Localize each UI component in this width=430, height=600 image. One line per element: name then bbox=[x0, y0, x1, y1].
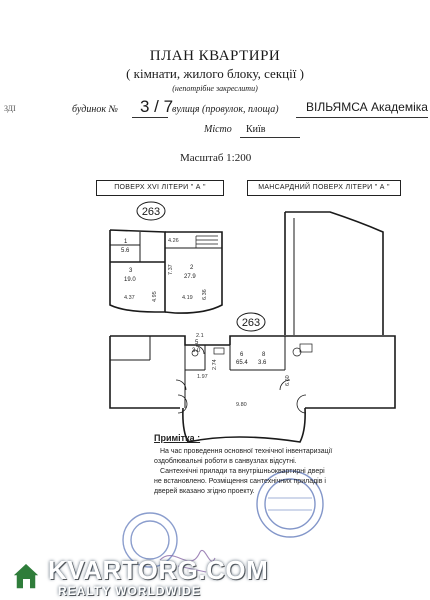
notes-line-1: На час проведення основної технічної інвентаризації bbox=[160, 448, 333, 455]
strike-hint: (непотрібне закреслити) bbox=[172, 84, 258, 93]
street-label: вулиця (провулок, площа) bbox=[172, 104, 279, 115]
building-number: 3 / 7 bbox=[140, 97, 174, 116]
dim-4-37: 4.37 bbox=[124, 295, 135, 301]
room-1-area: 5.6 bbox=[121, 248, 130, 254]
street-name: ВІЛЬЯМСА Академіка bbox=[306, 100, 428, 114]
room-2-number: 2 bbox=[190, 265, 194, 271]
dim-4-19: 4.19 bbox=[182, 295, 193, 301]
watermark-banner bbox=[0, 552, 430, 600]
watermark-brand: KVARTORG.COM bbox=[48, 555, 269, 585]
dim-1-97: 1.97 bbox=[197, 374, 208, 380]
notes-heading: Примітка : bbox=[154, 433, 201, 443]
notes-line-3: Сантехнічні прилади та внутрішньоквартирні двері bbox=[160, 468, 325, 475]
edge-fragment: ЗДІ bbox=[4, 104, 16, 113]
document-subtitle: ( кімнати, жилого блоку, секції ) bbox=[126, 66, 304, 81]
lower-plan-right bbox=[230, 336, 395, 408]
room-3-number: 3 bbox=[129, 268, 133, 274]
notes-line-4: не встановлено. Розміщення сантехнічних приладів і bbox=[154, 478, 326, 485]
room-6-area: 65.4 bbox=[236, 360, 248, 366]
room-2-area: 27.9 bbox=[184, 274, 196, 280]
apartment-number-top: 263 bbox=[141, 206, 161, 218]
notes-line-2: оздоблювальні роботи в санвузлах відсутні. bbox=[154, 458, 297, 465]
room-8-number: 8 bbox=[262, 352, 266, 358]
mansard-upper-outline bbox=[285, 212, 383, 335]
dim-4-26: 4.26 bbox=[168, 238, 179, 244]
notes-line-5: дверей вказано згідно проекту. bbox=[154, 488, 255, 495]
document-title: ПЛАН КВАРТИРИ bbox=[149, 48, 281, 64]
lower-plan-left bbox=[110, 336, 180, 408]
apartment-number-bottom: 263 bbox=[241, 317, 261, 329]
room-5-area: 3.0 bbox=[192, 348, 201, 354]
dim-4-95: 4.95 bbox=[152, 291, 158, 302]
dim-2-74: 2.74 bbox=[212, 359, 218, 370]
room-1-number: 1 bbox=[124, 239, 128, 245]
bay-window bbox=[183, 408, 305, 442]
floor-label-left: ПОВЕРХ XVI ЛІТЕРИ " А " bbox=[96, 180, 224, 196]
room-6-number: 6 bbox=[240, 352, 244, 358]
floor-label-right: МАНСАРДНИЙ ПОВЕРХ ЛІТЕРИ " А " bbox=[247, 180, 401, 196]
dim-9-80: 9.80 bbox=[236, 402, 247, 408]
watermark-tagline: REALTY WORLDWIDE bbox=[58, 584, 201, 598]
scale-label: Масштаб 1:200 bbox=[180, 152, 252, 164]
dim-6-60: 6.60 bbox=[285, 375, 291, 386]
dim-2-1: 2.1 bbox=[196, 333, 204, 339]
room-5-number: 5 bbox=[195, 340, 199, 346]
house-logo-icon bbox=[6, 556, 46, 596]
city-name: Київ bbox=[246, 124, 266, 135]
room-8-area: 3.6 bbox=[258, 360, 267, 366]
city-label: Місто bbox=[204, 124, 232, 135]
dim-6-36: 6.36 bbox=[202, 289, 208, 300]
dim-7-37: 7.37 bbox=[168, 264, 174, 275]
room-3-area: 19.0 bbox=[124, 277, 136, 283]
building-label: будинок № bbox=[72, 104, 118, 115]
